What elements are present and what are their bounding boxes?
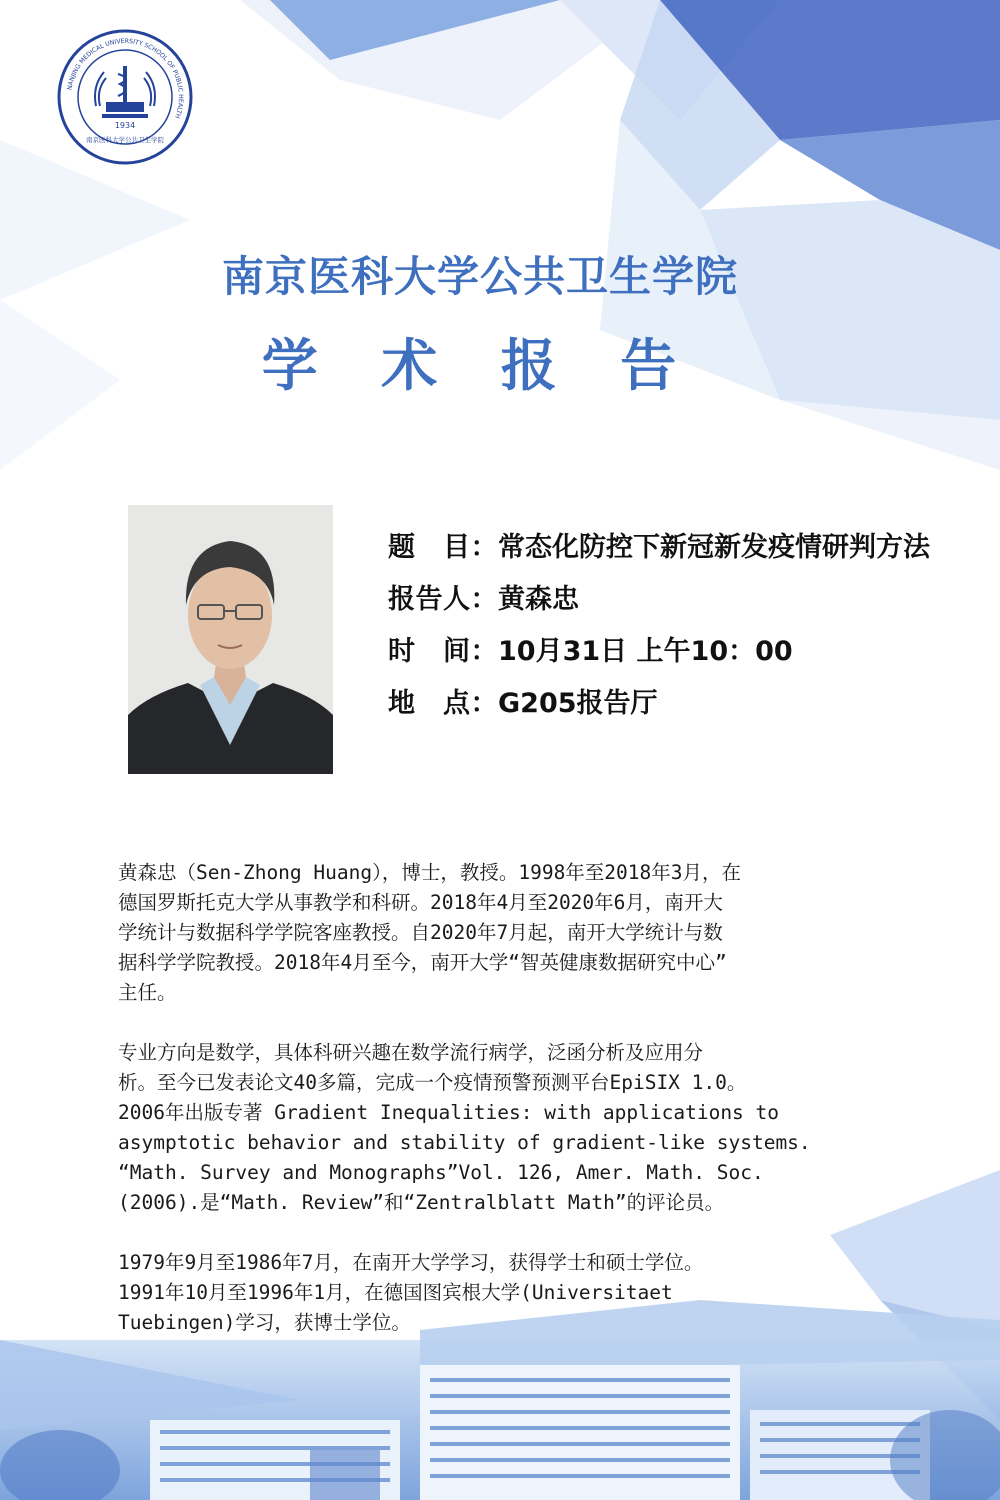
info-row-location xyxy=(388,674,988,726)
topic-value: 常态化防控下新冠新发疫情研判方法 xyxy=(498,531,930,563)
report-title: 学 术 报 告 xyxy=(261,334,699,399)
bio-line: 据科学学院教授。2018年4月至今，南开大学“智英健康数据研究中心” xyxy=(118,951,727,974)
speaker-colon: ： xyxy=(470,583,498,615)
bio-line: 主任。 xyxy=(118,981,177,1004)
info-row-speaker xyxy=(388,570,988,622)
time-value: 10月31日 上午10：00 xyxy=(498,635,793,667)
bio-line: 1979年9月至1986年7月，在南开大学学习，获得学士和硕士学位。 xyxy=(118,1251,704,1274)
bio-line: asymptotic behavior and stability of gradient-like systems. xyxy=(118,1131,811,1154)
speaker-value: 黄森忠 xyxy=(498,583,579,615)
bio-line: (2006).是“Math. Review”和“Zentralblatt Math”的评论员。 xyxy=(118,1191,725,1214)
bio-line: Tuebingen)学习，获博士学位。 xyxy=(118,1311,411,1334)
bio-paragraph-3 xyxy=(118,1248,898,1338)
topic-colon: ： xyxy=(470,531,498,563)
topic-label: 题 目 xyxy=(388,531,470,563)
talk-info xyxy=(388,518,988,726)
bio-line: 析。至今已发表论文40多篇，完成一个疫情预警预测平台EpiSIX 1.0。 xyxy=(118,1071,747,1094)
bio-line: 德国罗斯托克大学从事教学和科研。2018年4月至2020年6月，南开大 xyxy=(118,891,723,914)
svg-text:1934: 1934 xyxy=(114,121,136,130)
bio-line: 黄森忠（Sen-Zhong Huang），博士，教授。1998年至2018年3月，在 xyxy=(118,861,742,884)
time-label: 时 间 xyxy=(388,635,470,667)
bio-line: 1991年10月至1996年1月，在德国图宾根大学(Universitaet xyxy=(118,1281,673,1304)
speaker-bio xyxy=(118,858,898,1368)
speaker-label: 报告人 xyxy=(388,583,470,615)
bio-paragraph-1 xyxy=(118,858,898,1008)
location-value: G205报告厅 xyxy=(498,687,658,719)
location-colon: ： xyxy=(470,687,498,719)
bio-line: 专业方向是数学，具体科研兴趣在数学流行病学，泛函分析及应用分 xyxy=(118,1041,704,1064)
svg-text:南京医科大学公共卫生学院: 南京医科大学公共卫生学院 xyxy=(86,136,164,144)
speaker-photo xyxy=(128,505,333,774)
bio-line: “Math. Survey and Monographs”Vol. 126, Amer. Math. Soc. xyxy=(118,1161,764,1184)
bio-line: 2006年出版专著 Gradient Inequalities: with applications to xyxy=(118,1101,780,1124)
location-label: 地 点 xyxy=(388,687,470,719)
bio-line: 学统计与数据科学学院客座教授。自2020年7月起，南开大学统计与数 xyxy=(118,921,723,944)
bio-paragraph-2 xyxy=(118,1038,898,1218)
info-row-topic xyxy=(388,518,988,570)
info-row-time xyxy=(388,622,988,674)
school-logo xyxy=(56,28,194,166)
time-colon: ： xyxy=(470,635,498,667)
svg-text:NANJING MEDICAL UNIVERSITY SCH: NANJING MEDICAL UNIVERSITY SCHOOL OF PUBLIC HEALTH xyxy=(66,37,185,120)
school-name-title: 南京医科大学公共卫生学院 xyxy=(221,252,738,301)
